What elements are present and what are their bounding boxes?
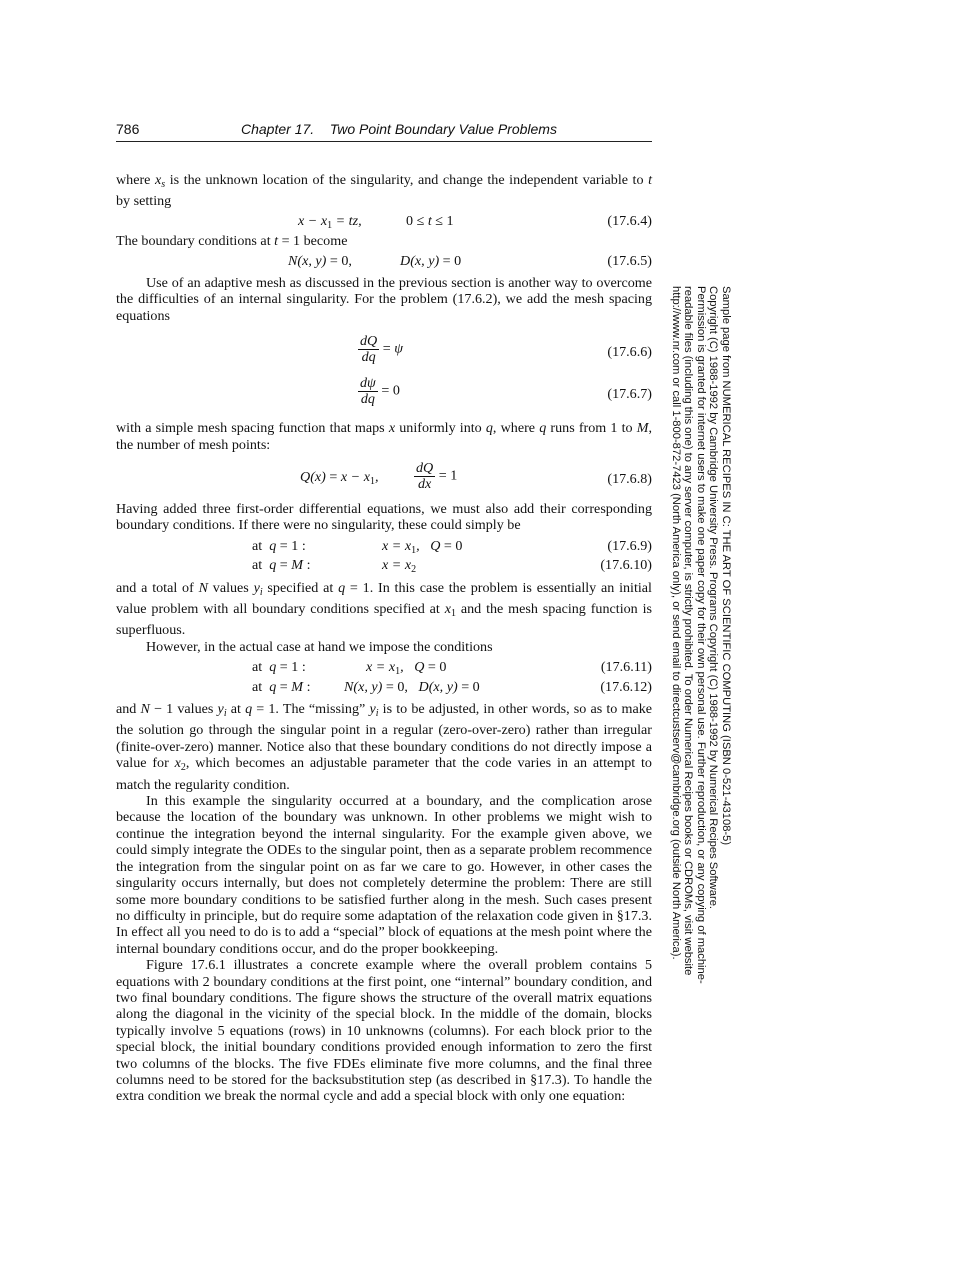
header-rule [116, 141, 652, 142]
paragraph-10: Figure 17.6.1 illustrates a concrete example where the overall problem contains 5 equations with 2 boundary conditions at the first point, one “internal” boundary condition, and two final boundary conditions. The figure shows the structure of the overall matrix equations along the diagonal in the vicinity of the special block. In the middle of the domain, blocks typically involve 5 equations (rows) in 10 unknowns (columns). For each block prior to the special block, the initial boundary conditions provided enough information to zero the first two columns of the blocks. The five FDEs eliminate five more columns, and the final three columns need to be stored for the backsubstitution step (as described in §17.3). To handle the extra condition we break the normal cycle and add a special block with only one equation: [116, 957, 652, 1105]
equation-number: (17.6.4) [607, 212, 652, 229]
paragraph-3: Use of an adaptive mesh as discussed in the previous section is another way to overcome the difficulties of an internal singularity. For the problem (17.6.2), we add the mesh spacing equations [116, 275, 652, 324]
equation-number: (17.6.10) [600, 557, 652, 574]
equation-number: (17.6.6) [607, 344, 652, 361]
paragraph-4: with a simple mesh spacing function that maps x uniformly into q, where q runs from 1 to M, the number of mesh points: [116, 420, 653, 453]
sidebar-line: readable files (including this one) to any server computer, is strictly prohibited. To order Numerical Recipes books or CDROMs, visit website [682, 286, 695, 976]
equation-17-6-7: $\frac{d\psi}{dq}$ = 0 (17.6.7) [360, 375, 652, 408]
equation-17-6-5: N(x, y) = 0, D(x, y) = 0 (17.6.5) [288, 252, 652, 269]
page-body [116, 172, 652, 1105]
paragraph-8: and N − 1 values $y_i$ at q = 1. The “missing” $y_i$ is to be adjusted, in other words, so as to make the solution go through the singular point in a regular (zero-over-zero) rather than irregular (finite-over-zero) manner. Notice also that these boundary conditions do not directly impose a value for $x_2$, which becomes an adjustable parameter that the code varies in an attempt to match the regularity condition. [116, 701, 652, 793]
sidebar-line: http://www.nr.com or call 1-800-872-7423 (North America only), or send email to directcustserv@cambridge.org (outside North America). [669, 286, 682, 960]
equation-17-6-10: at q = M : $x = x_2$ (17.6.10) [252, 557, 652, 576]
equation-17-6-6: $\frac{dQ}{dq}$ = ψ (17.6.6) [360, 333, 652, 366]
equation-number: (17.6.11) [600, 659, 652, 676]
equation-17-6-12: at q = M : N(x, y) = 0, D(x, y) = 0 (17.6.12) [252, 678, 652, 695]
sidebar-line: Permission is granted for internet users to make one paper copy for their own personal use. Further reproduction, or any copying of machine- [694, 286, 707, 984]
paragraph-7: However, in the actual case at hand we impose the conditions [146, 638, 493, 655]
equation-number: (17.6.9) [607, 537, 652, 554]
paragraph-5: Having added three first-order differential equations, we must also add their corresponding boundary conditions. If there were no singularity, these could simply be [116, 501, 652, 534]
sidebar-line: Copyright (C) 1988-1992 by Cambridge University Press. Programs Copyright (C) 1988-1992 by Numerical Recipes Software. [707, 286, 720, 910]
equation-17-6-11: at q = 1 : $x = x_1$, Q = 0 (17.6.11) [252, 659, 652, 678]
paragraph-6: and a total of N values $y_i$ specified at q = 1. In this case the problem is essentially an initial value problem with all boundary conditions specified at $x_1$ and the mesh spacing function is superfluous. [116, 579, 652, 639]
equation-17-6-9: at q = 1 : $x = x_1$, Q = 0 (17.6.9) [252, 537, 652, 556]
copyright-sidebar [669, 286, 732, 984]
equation-number: (17.6.7) [607, 386, 652, 403]
paragraph-2: The boundary conditions at t = 1 become [116, 233, 348, 250]
equation-number: (17.6.5) [607, 252, 652, 269]
page-number: 786 [116, 121, 140, 137]
equation-number: (17.6.12) [600, 678, 652, 695]
running-head: Chapter 17. Two Point Boundary Value Problems [241, 121, 557, 137]
sidebar-line: Sample page from NUMERICAL RECIPES IN C: THE ART OF SCIENTIFIC COMPUTING (ISBN 0-521-43108-5) [720, 286, 732, 846]
equation-17-6-8: $Q(x) = x - x_1$, $\frac{dQ}{dx}$ = 1 (17.6.8) [300, 460, 652, 493]
paragraph-1: where $x_s$ is the unknown location of the singularity, and change the independent variable to t by setting [116, 172, 653, 210]
equation-17-6-4: $x - x_1$ = tz, 0 ≤ t ≤ 1 (17.6.4) [298, 212, 652, 231]
paragraph-9: In this example the singularity occurred at a boundary, and the complication arose because the location of the boundary was unknown. In other problems we might wish to continue the integration beyond the internal singularity. For the example given above, we could simply integrate the ODEs to the singular point, then as a separate problem recommence the integration from the singular point on as far we care to go. However, in other cases the singularity occurs internally, but does not completely determine the problem: There are still some more boundary conditions to be satisfied further along in the mesh. Such cases present no difficulty in principle, but do require some adaptation of the relaxation code given in §17.3. In effect all you need to do is to add a “special” block of equations at the mesh point where the internal boundary conditions occur, and do the proper bookkeeping. [116, 793, 652, 957]
equation-number: (17.6.8) [607, 471, 652, 488]
